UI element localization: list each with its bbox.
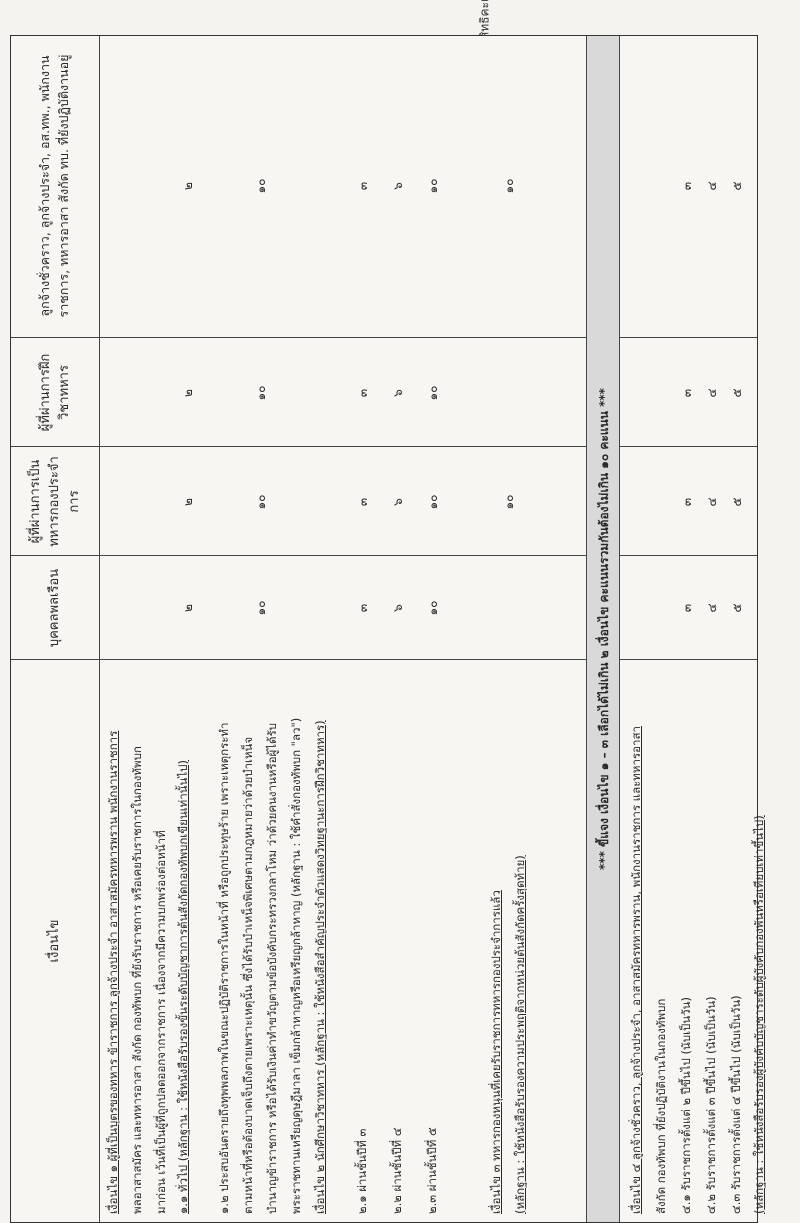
value-civilian: ๖ [391, 604, 405, 612]
column-divider [11, 446, 757, 447]
header-condition: เงื่อนไข [47, 919, 63, 963]
conditions-table [10, 35, 766, 1223]
condition-line: ๑.๒ ประสบอันตรายถึงทุพพลภาพในขณะปฏิบัติราชการในหน้าที่ หรือถูกประทุษร้าย เพราะเหตุกระทำ [217, 722, 231, 1214]
header-divider [99, 36, 100, 1222]
condition-line: ๔.๒ รับราชการตั้งแต่ ๓ ปีขึ้นไป (นับเป็นวัน) [704, 996, 718, 1214]
header-trained: ผู้ที่ผ่านการฝึกวิชาทหาร [37, 353, 72, 432]
value-trained: ๒ [181, 389, 195, 397]
value-civilian: ๔ [705, 603, 719, 613]
condition-line: ๔.๑ รับราชการตั้งแต่ ๒ ปีขึ้นไป (นับเป็นวัน) [679, 997, 693, 1214]
value-employee: ๒ [181, 182, 195, 190]
value-trained: ๔ [705, 388, 719, 398]
value-civilian: ๓ [356, 603, 370, 613]
value-employee: ๑๐ [254, 178, 268, 194]
value-trained: ๓ [680, 388, 694, 398]
value-army-service: ๑๐ [502, 494, 516, 510]
value-civilian: ๓ [680, 603, 694, 613]
value-civilian: ๑๐ [426, 600, 440, 616]
value-civilian: ๑๐ [254, 600, 268, 616]
value-employee: ๖ [391, 182, 405, 190]
value-army-service: ๔ [705, 497, 719, 507]
column-divider [11, 555, 757, 556]
column-divider [11, 337, 757, 338]
value-employee: ๑๐ [502, 178, 516, 194]
note-band [586, 36, 620, 1222]
condition-line: เงื่อนไข ๔ ลูกจ้างชั่วคราว, ลูกจ้างประจำ, อาสาสมัครทหารพราน, พนักงานราชการ และทหารอาสา [629, 726, 643, 1214]
condition-line: (หลักฐาน : ใช้หนังสือรับรองผู้บังคับบัญชาระดับผู้บังคับกองพันหรือเทียบเท่าขึ้นไป) [752, 815, 766, 1214]
condition-line: สังกัด กองทัพบก ที่ยังปฏิบัติงานในกองทัพบก [654, 998, 668, 1214]
condition-line: บำนาญข้าราชการ หรือได้รับเงินค่าทำขวัญตามข้อบังคับกระทรวงกลาโหม ว่าด้วยคนงานหรือผู้ได้รับ [265, 723, 279, 1214]
condition-line: (หลักฐาน : ใช้หนังสือรับรองความประพฤติจากหน่วยต้นสังกัดครั้งสุดท้าย) [513, 855, 527, 1214]
value-army-service: ๕ [730, 497, 744, 507]
value-trained: ๑๐ [426, 385, 440, 401]
condition-line: พระราชทานเหรียญดุษฎีมาลา เข็มกล้าหาญหรือเหรียญกล้าหาญ (หลักฐาน : ใช้คำสั่งกองทัพบก "ลว") [289, 717, 303, 1214]
value-trained: ๑๐ [254, 385, 268, 401]
value-army-service: ๑๐ [426, 494, 440, 510]
value-army-service: ๖ [391, 498, 405, 506]
column-divider [11, 659, 757, 660]
condition-line: ๒.๒ ผ่านชั้นปีที่ ๔ [390, 1127, 404, 1214]
value-employee: ๕ [730, 181, 744, 191]
header-employee: ลูกจ้างชั่วคราว, ลูกจ้างประจำ, อส.ทพ., พนักงานราชการ, ทหารอาสา สังกัด ทบ. ที่ยังปฏิบัติงานอยู่ [37, 54, 71, 318]
condition-line: มาก่อน เว้นที่เป็นผู้ที่ถูกปลดออกจากราชการ เนื่องจากมีความบกพร่องต่อหน้าที่ [154, 830, 168, 1214]
value-employee: ๔ [705, 181, 719, 191]
value-army-service: ๑๐ [254, 494, 268, 510]
value-trained: ๓ [356, 388, 370, 398]
note-band-text: *** ขี้แจง เงื่อนไข ๑ – ๓ เลือกได้ไม่เกิน ๒ เงื่อนไข คะแนนรวมกันต้องไม่เกิน ๑๐ คะแนน *** [597, 388, 611, 870]
condition-line: ๔.๓ รับราชการตั้งแต่ ๔ ปีขึ้นไป (นับเป็นวัน) [729, 995, 743, 1214]
value-army-service: ๓ [680, 497, 694, 507]
value-trained: ๖ [391, 389, 405, 397]
condition-line: ตามหน้าที่หรือต้องบาดเจ็บถึงตายเพราะเหตุนั้น ซึ่งได้รับบำเหน็จพิเศษตามกฎหมายว่าด้วยบำเหน็จ [241, 736, 255, 1214]
header-army-service: ผู้ที่ผ่านการเป็นทหารกองประจำการ [27, 456, 82, 547]
value-civilian: ๒ [181, 604, 195, 612]
value-trained: ๕ [730, 388, 744, 398]
condition-line: เงื่อนไข ๑ ผู้ที่เป็นบุตรของทหาร ข้าราชการ ลูกจ้างประจำ อาสาสมัครทหารพราน พนักงานราชการ [106, 730, 120, 1214]
condition-line: ๑.๑ ทั่วไป (หลักฐาน : ใช้หนังสือรับรองขั้นระดับบัญชาการต้นสังกัดกองทัพบกเขียนเท่านั้นไป) [176, 760, 190, 1214]
value-employee: ๓ [680, 181, 694, 191]
value-employee: ๓ [356, 181, 370, 191]
condition-line: พลอาสาสมัคร และทหารอาสา สังกัด กองทัพบก ที่ยังรับราชการ หรือเคยรับราชการในกองทัพบก [130, 746, 144, 1214]
value-army-service: ๒ [181, 498, 195, 506]
value-employee: ๑๐ [426, 178, 440, 194]
value-army-service: ๓ [356, 497, 370, 507]
condition-line: ๒.๓ ผ่านชั้นปีที่ ๕ [425, 1127, 439, 1214]
header-civilian: บุคคลพลเรือน [47, 568, 63, 648]
condition-line: ๒.๑ ผ่านชั้นปีที่ ๓ [355, 1128, 369, 1214]
value-civilian: ๕ [730, 603, 744, 613]
condition-line: เงื่อนไข ๒ นักศึกษาวิชาทหาร (หลักฐาน : ใช้หนังสือสำคัญประจำตัวแสดงวิทยฐานะการฝึกวิชาทหาร) [313, 720, 327, 1214]
condition-line: เงื่อนไข ๓ ทหารกองหนุนที่เคยรับราชการทหารกองประจำการแล้ว [489, 890, 503, 1214]
